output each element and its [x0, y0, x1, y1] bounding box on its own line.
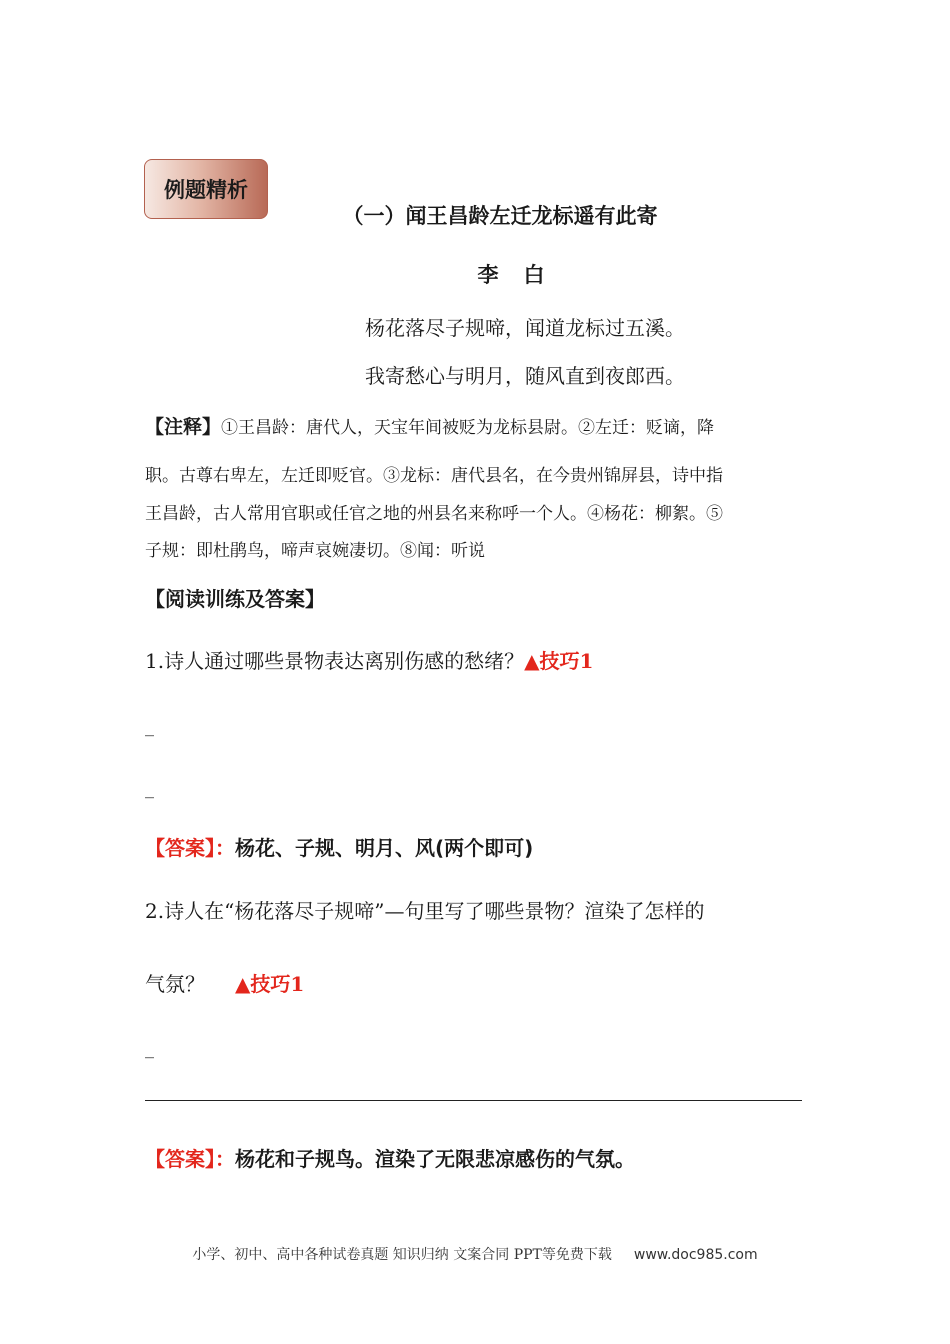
notes-line-2: 职。古尊右卑左，左迁即贬官。③龙标：唐代县名，在今贵州锦屏县，诗中指 — [145, 466, 723, 486]
footer-text: 小学、初中、高中各种试卷真题 知识归纳 文案合同 PPT等免费下载 — [192, 1247, 612, 1263]
question-1-tip: ▲技巧1 — [524, 649, 594, 673]
notes-line-4: 子规：即杜鹃鸟，啼声哀婉凄切。⑧闻：听说 — [145, 541, 485, 561]
question-2-text: 气氛？ — [145, 972, 205, 996]
answer-blank-1a: _ — [145, 716, 154, 737]
answer-1-label: 【答案】： — [145, 836, 235, 860]
question-2-line-2 — [145, 968, 304, 997]
page-footer — [0, 1244, 950, 1264]
answer-rule-line — [145, 1100, 802, 1101]
poem-author: 李 白 — [477, 263, 547, 287]
poem-line-2: 我寄愁心与明月，随风直到夜郎西。 — [365, 364, 685, 388]
poem-line-1: 杨花落尽子规啼，闻道龙标过五溪。 — [365, 316, 685, 340]
poem-title: （一）闻王昌龄左迁龙标遥有此寄 — [342, 204, 658, 228]
notes-text: ①王昌龄：唐代人，天宝年间被贬为龙标县尉。②左迁：贬谪，降 — [221, 418, 715, 438]
question-2-line-1: 2.诗人在“杨花落尽子规啼”—句里写了哪些景物？渲染了怎样的 — [145, 899, 705, 923]
notes-line-3: 王昌龄，古人常用官职或任官之地的州县名来称呼一个人。④杨花：柳絮。⑤ — [145, 504, 723, 524]
notes-line-1 — [145, 412, 714, 439]
answer-2 — [145, 1143, 635, 1172]
answer-2-text: 杨花和子规鸟。渲染了无限悲凉感伤的气氛。 — [235, 1147, 635, 1171]
footer-site: www.doc985.com — [633, 1247, 758, 1263]
question-1 — [145, 645, 593, 674]
example-badge: 例题精析 — [144, 159, 268, 219]
notes-label: 【注释】 — [145, 416, 222, 438]
answer-2-label: 【答案】： — [145, 1147, 235, 1171]
answer-1 — [145, 832, 533, 861]
question-2-tip: ▲技巧1 — [235, 972, 305, 996]
section-heading: 【阅读训练及答案】 — [145, 587, 325, 611]
question-1-text: 1.诗人通过哪些景物表达离别伤感的愁绪？ — [145, 649, 525, 673]
answer-blank-1b: _ — [145, 778, 154, 799]
answer-1-text: 杨花、子规、明月、风(两个即可) — [235, 836, 534, 860]
answer-blank-2: _ — [145, 1038, 154, 1059]
